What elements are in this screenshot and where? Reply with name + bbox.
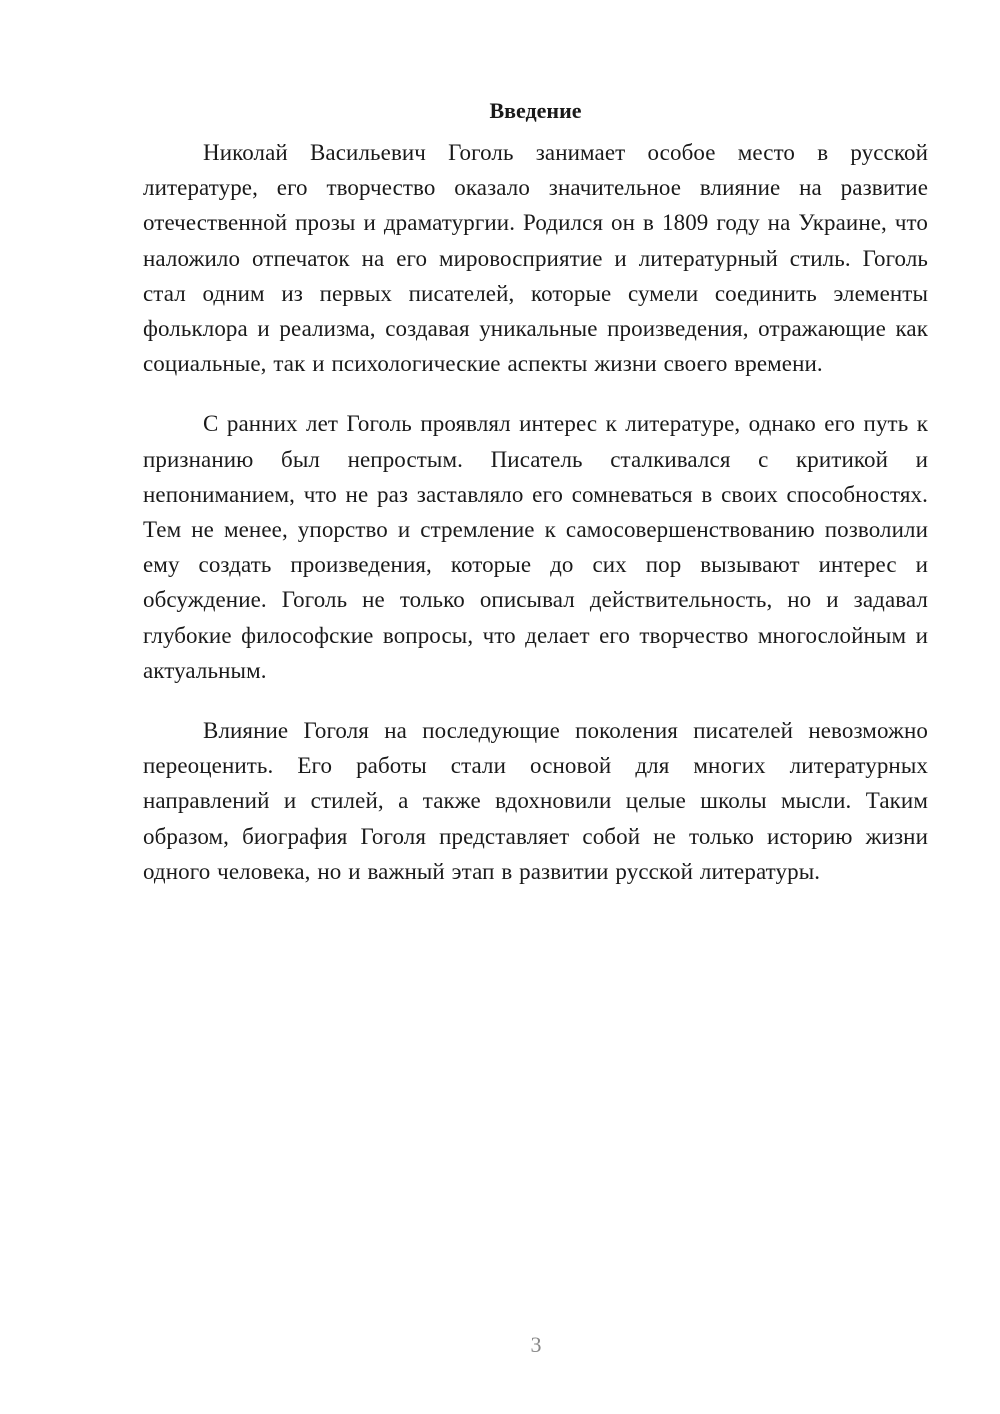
section-heading: Введение: [489, 98, 582, 123]
paragraph-1: Николай Васильевич Гоголь занимает особое место в русской литературе, его творчество оказало значительное влияние на развитие отечественной прозы и драматургии. Родился он в 1809 году на Украине, что наложило отпечаток на его мировосприятие и литературный стиль. Гоголь стал одним из первых писателей, которые сумели соединить элементы фольклора и реализма, создавая уникальные произведения, отражающие как социальные, так и психологические аспекты жизни своего времени.: [143, 140, 928, 377]
document-body: [143, 95, 928, 914]
paragraph-3: Влияние Гоголя на последующие поколения писателей невозможно переоценить. Его работы стали основой для многих литературных направлений и стилей, а также вдохновили целые школы мысли. Таким образом, биография Гоголя представляет собой не только историю жизни одного человека, но и важный этап в развитии русской литературы.: [143, 718, 928, 884]
page-number: 3: [530, 1332, 542, 1357]
paragraph-2: С ранних лет Гоголь проявлял интерес к литературе, однако его путь к признанию был непростым. Писатель сталкивался с критикой и непониманием, что не раз заставляло его сомневаться в своих способностях. Тем не менее, упорство и стремление к самосовершенствованию позволили ему создать произведения, которые до сих пор вызывают интерес и обсуждение. Гоголь не только описывал действительность, но и задавал глубокие философские вопросы, что делает его творчество многослойным и актуальным.: [143, 411, 928, 683]
